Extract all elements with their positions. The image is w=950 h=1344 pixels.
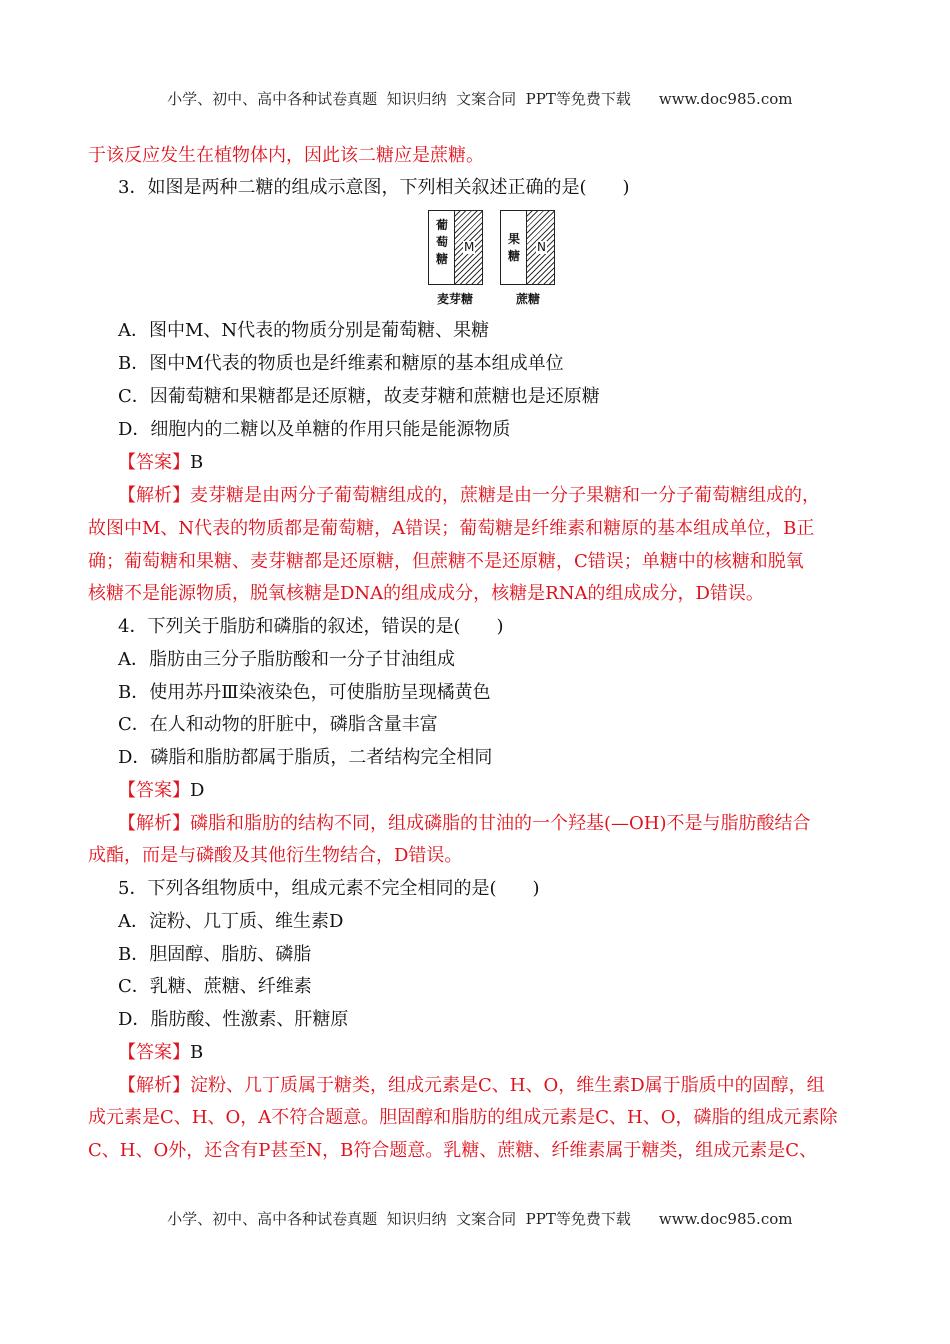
maltose-letter-m: M (464, 240, 475, 254)
sucrose-letter-n: N (537, 240, 546, 254)
q5-option-b: B．胆固醇、脂肪、磷脂 (118, 944, 312, 965)
q3-answer (118, 450, 908, 476)
disaccharide-diagram (428, 210, 558, 310)
analysis-text: 淀粉、几丁质属于糖类，组成元素是C、H、O，维生素D属于脂质中的固醇，组 (190, 1075, 825, 1096)
q3-option-c: C．因葡萄糖和果糖都是还原糖，故麦芽糖和蔗糖也是还原糖 (118, 386, 600, 407)
answer-value: B (190, 452, 204, 473)
q4-analysis-line-2: 成酯，而是与磷酸及其他衍生物结合，D错误。 (88, 845, 463, 866)
q4-option-c: C．在人和动物的肝脏中，磷脂含量丰富 (118, 714, 438, 735)
q5-option-d: D．脂肪酸、性激素、肝糖原 (118, 1009, 349, 1030)
answer-tag: 【答案】 (118, 780, 190, 801)
analysis-text: 麦芽糖是由两分子葡萄糖组成的，蔗糖是由一分子果糖和一分子葡萄糖组成的， (190, 485, 820, 506)
q4-answer (118, 778, 908, 804)
prev-analysis-tail: 于该反应发生在植物体内，因此该二糖应是蔗糖。 (88, 145, 484, 166)
q4-stem: 4．下列关于脂肪和磷脂的叙述，错误的是( ) (118, 616, 504, 637)
q5-analysis-line-3: C、H、O外，还含有P甚至N，B符合题意。乳糖、蔗糖、纤维素属于糖类，组成元素是C、 (88, 1140, 818, 1161)
analysis-tag: 【解析】 (118, 1075, 190, 1096)
q5-option-a: A．淀粉、几丁质、维生素D (118, 911, 344, 932)
answer-value: B (190, 1042, 204, 1063)
q4-option-d: D．磷脂和脂肪都属于脂质，二者结构完全相同 (118, 747, 493, 768)
q3-option-b: B．图中M代表的物质也是纤维素和糖原的基本组成单位 (118, 353, 564, 374)
footer-url[interactable]: www.doc985.com (658, 1210, 793, 1228)
page-header (0, 70, 950, 109)
analysis-tag: 【解析】 (118, 813, 190, 834)
maltose-glucose-label: 葡萄糖 (435, 218, 448, 266)
analysis-tag: 【解析】 (118, 485, 190, 506)
answer-value: D (190, 780, 205, 801)
q3-analysis-line-1 (118, 483, 908, 509)
maltose-caption: 麦芽糖 (436, 292, 473, 306)
q4-option-a: A．脂肪由三分子脂肪酸和一分子甘油组成 (118, 649, 455, 670)
maltose-box (428, 210, 483, 285)
sucrose-fructose-label: 果糖 (507, 232, 520, 263)
q3-option-d: D．细胞内的二糖以及单糖的作用只能是能源物质 (118, 419, 511, 440)
q3-analysis-line-3: 确；葡萄糖和果糖、麦芽糖都是还原糖，但蔗糖不是还原糖，C错误；单糖中的核糖和脱氧 (88, 551, 804, 572)
q4-option-b: B．使用苏丹Ⅲ染液染色，可使脂肪呈现橘黄色 (118, 682, 491, 703)
q3-stem: 3．如图是两种二糖的组成示意图，下列相关叙述正确的是( ) (118, 177, 630, 198)
answer-tag: 【答案】 (118, 1042, 190, 1063)
q3-analysis-line-4: 核糖不是能源物质，脱氧核糖是DNA的组成成分，核糖是RNA的组成成分，D错误。 (88, 583, 764, 604)
header-text: 小学、初中、高中各种试卷真题 知识归纳 文案合同 PPT等免费下载 (167, 90, 631, 108)
q5-answer (118, 1040, 908, 1066)
q5-analysis-line-2: 成元素是C、H、O，A不符合题意。胆固醇和脂肪的组成元素是C、H、O，磷脂的组成元素除 (88, 1107, 838, 1128)
sucrose-box (500, 210, 555, 285)
q3-analysis-line-2: 故图中M、N代表的物质都是葡萄糖，A错误；葡萄糖是纤维素和糖原的基本组成单位，B正 (88, 518, 815, 539)
q4-analysis-line-1 (118, 811, 908, 837)
q5-option-c: C．乳糖、蔗糖、纤维素 (118, 976, 312, 997)
q3-option-a: A．图中M、N代表的物质分别是葡萄糖、果糖 (118, 320, 490, 341)
sucrose-caption: 蔗糖 (515, 292, 540, 306)
analysis-text: 磷脂和脂肪的结构不同，组成磷脂的甘油的一个羟基(—OH)不是与脂肪酸结合 (190, 813, 811, 834)
q5-stem: 5．下列各组物质中，组成元素不完全相同的是( ) (118, 878, 540, 899)
q5-analysis-line-1 (118, 1073, 908, 1099)
answer-tag: 【答案】 (118, 452, 190, 473)
page-footer (0, 1190, 950, 1229)
footer-text: 小学、初中、高中各种试卷真题 知识归纳 文案合同 PPT等免费下载 (167, 1210, 631, 1228)
header-url[interactable]: www.doc985.com (658, 90, 793, 108)
